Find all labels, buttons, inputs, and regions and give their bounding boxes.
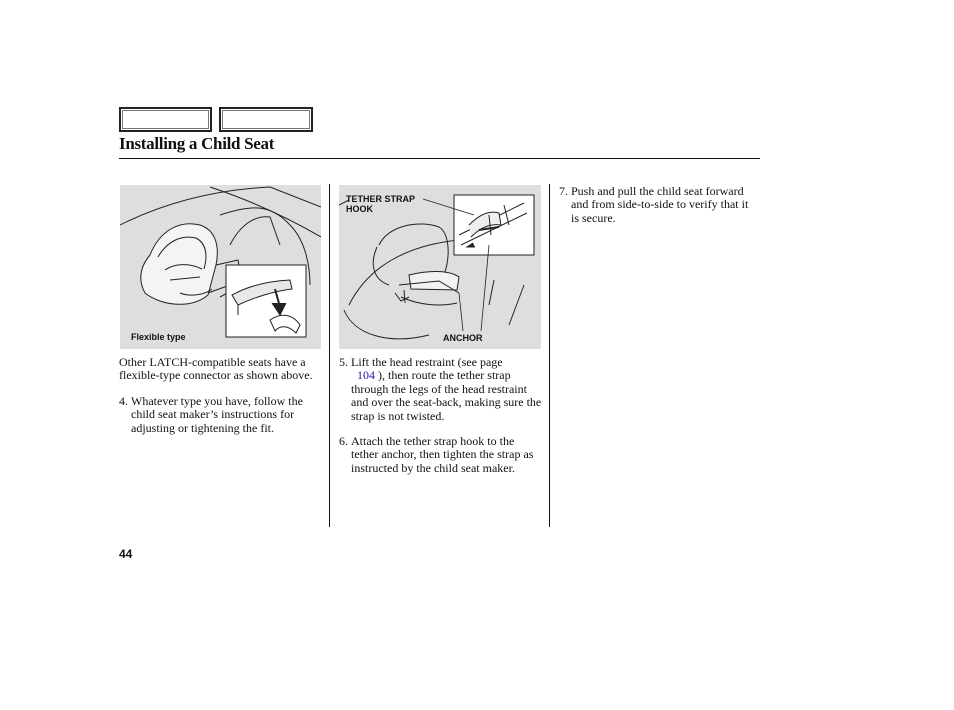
step-number: 4. (119, 393, 128, 408)
step-number: 5. (339, 355, 348, 369)
step-4 (119, 395, 323, 435)
step5-text-after-link: ), then route the tether strap through the legs of the head restraint and over the seat-back, making sure the strap is not twisted. (351, 368, 542, 423)
right-column-text (559, 185, 749, 237)
step-number: 7. (559, 184, 568, 198)
latch-intro-paragraph: Other LATCH-compatible seats have a flexible-type connector as shown above. (119, 355, 313, 383)
figure-caption-flexible-type: Flexible type (131, 332, 186, 342)
page-reference-link[interactable]: 104 (357, 368, 375, 383)
column-divider-1 (329, 184, 330, 527)
next-page-button[interactable] (219, 107, 313, 132)
previous-page-button[interactable] (119, 107, 212, 132)
step-6 (339, 435, 543, 475)
column-divider-2 (549, 184, 550, 527)
step5-text-before-link: Lift the head restraint (see page (351, 355, 503, 369)
title-divider (119, 158, 760, 159)
step-text (351, 356, 543, 423)
child-seat-drawing (120, 185, 321, 349)
step-number: 6. (339, 434, 348, 449)
child-seat-flexible-connector-illustration (120, 185, 321, 349)
label-anchor: ANCHOR (443, 333, 483, 343)
label-tether-strap-hook-line2: HOOK (346, 204, 373, 214)
page-title: Installing a Child Seat (119, 134, 275, 153)
page-number: 44 (119, 547, 133, 561)
step-7 (559, 185, 749, 225)
step-text: Attach the tether strap hook to the tether anchor, then tighten the strap as instructed by the child seat maker. (351, 434, 534, 475)
tether-strap-illustration (339, 185, 541, 349)
step-5 (339, 356, 543, 423)
left-column-text (119, 356, 323, 447)
step-text: Push and pull the child seat forward and from side-to-side to verify that it is secure. (571, 184, 749, 225)
label-tether-strap-hook-line1: TETHER STRAP (346, 194, 416, 204)
middle-column-text (339, 356, 543, 487)
step-text: Whatever type you have, follow the child seat maker’s instructions for adjusting or tightening the fit. (131, 393, 303, 435)
